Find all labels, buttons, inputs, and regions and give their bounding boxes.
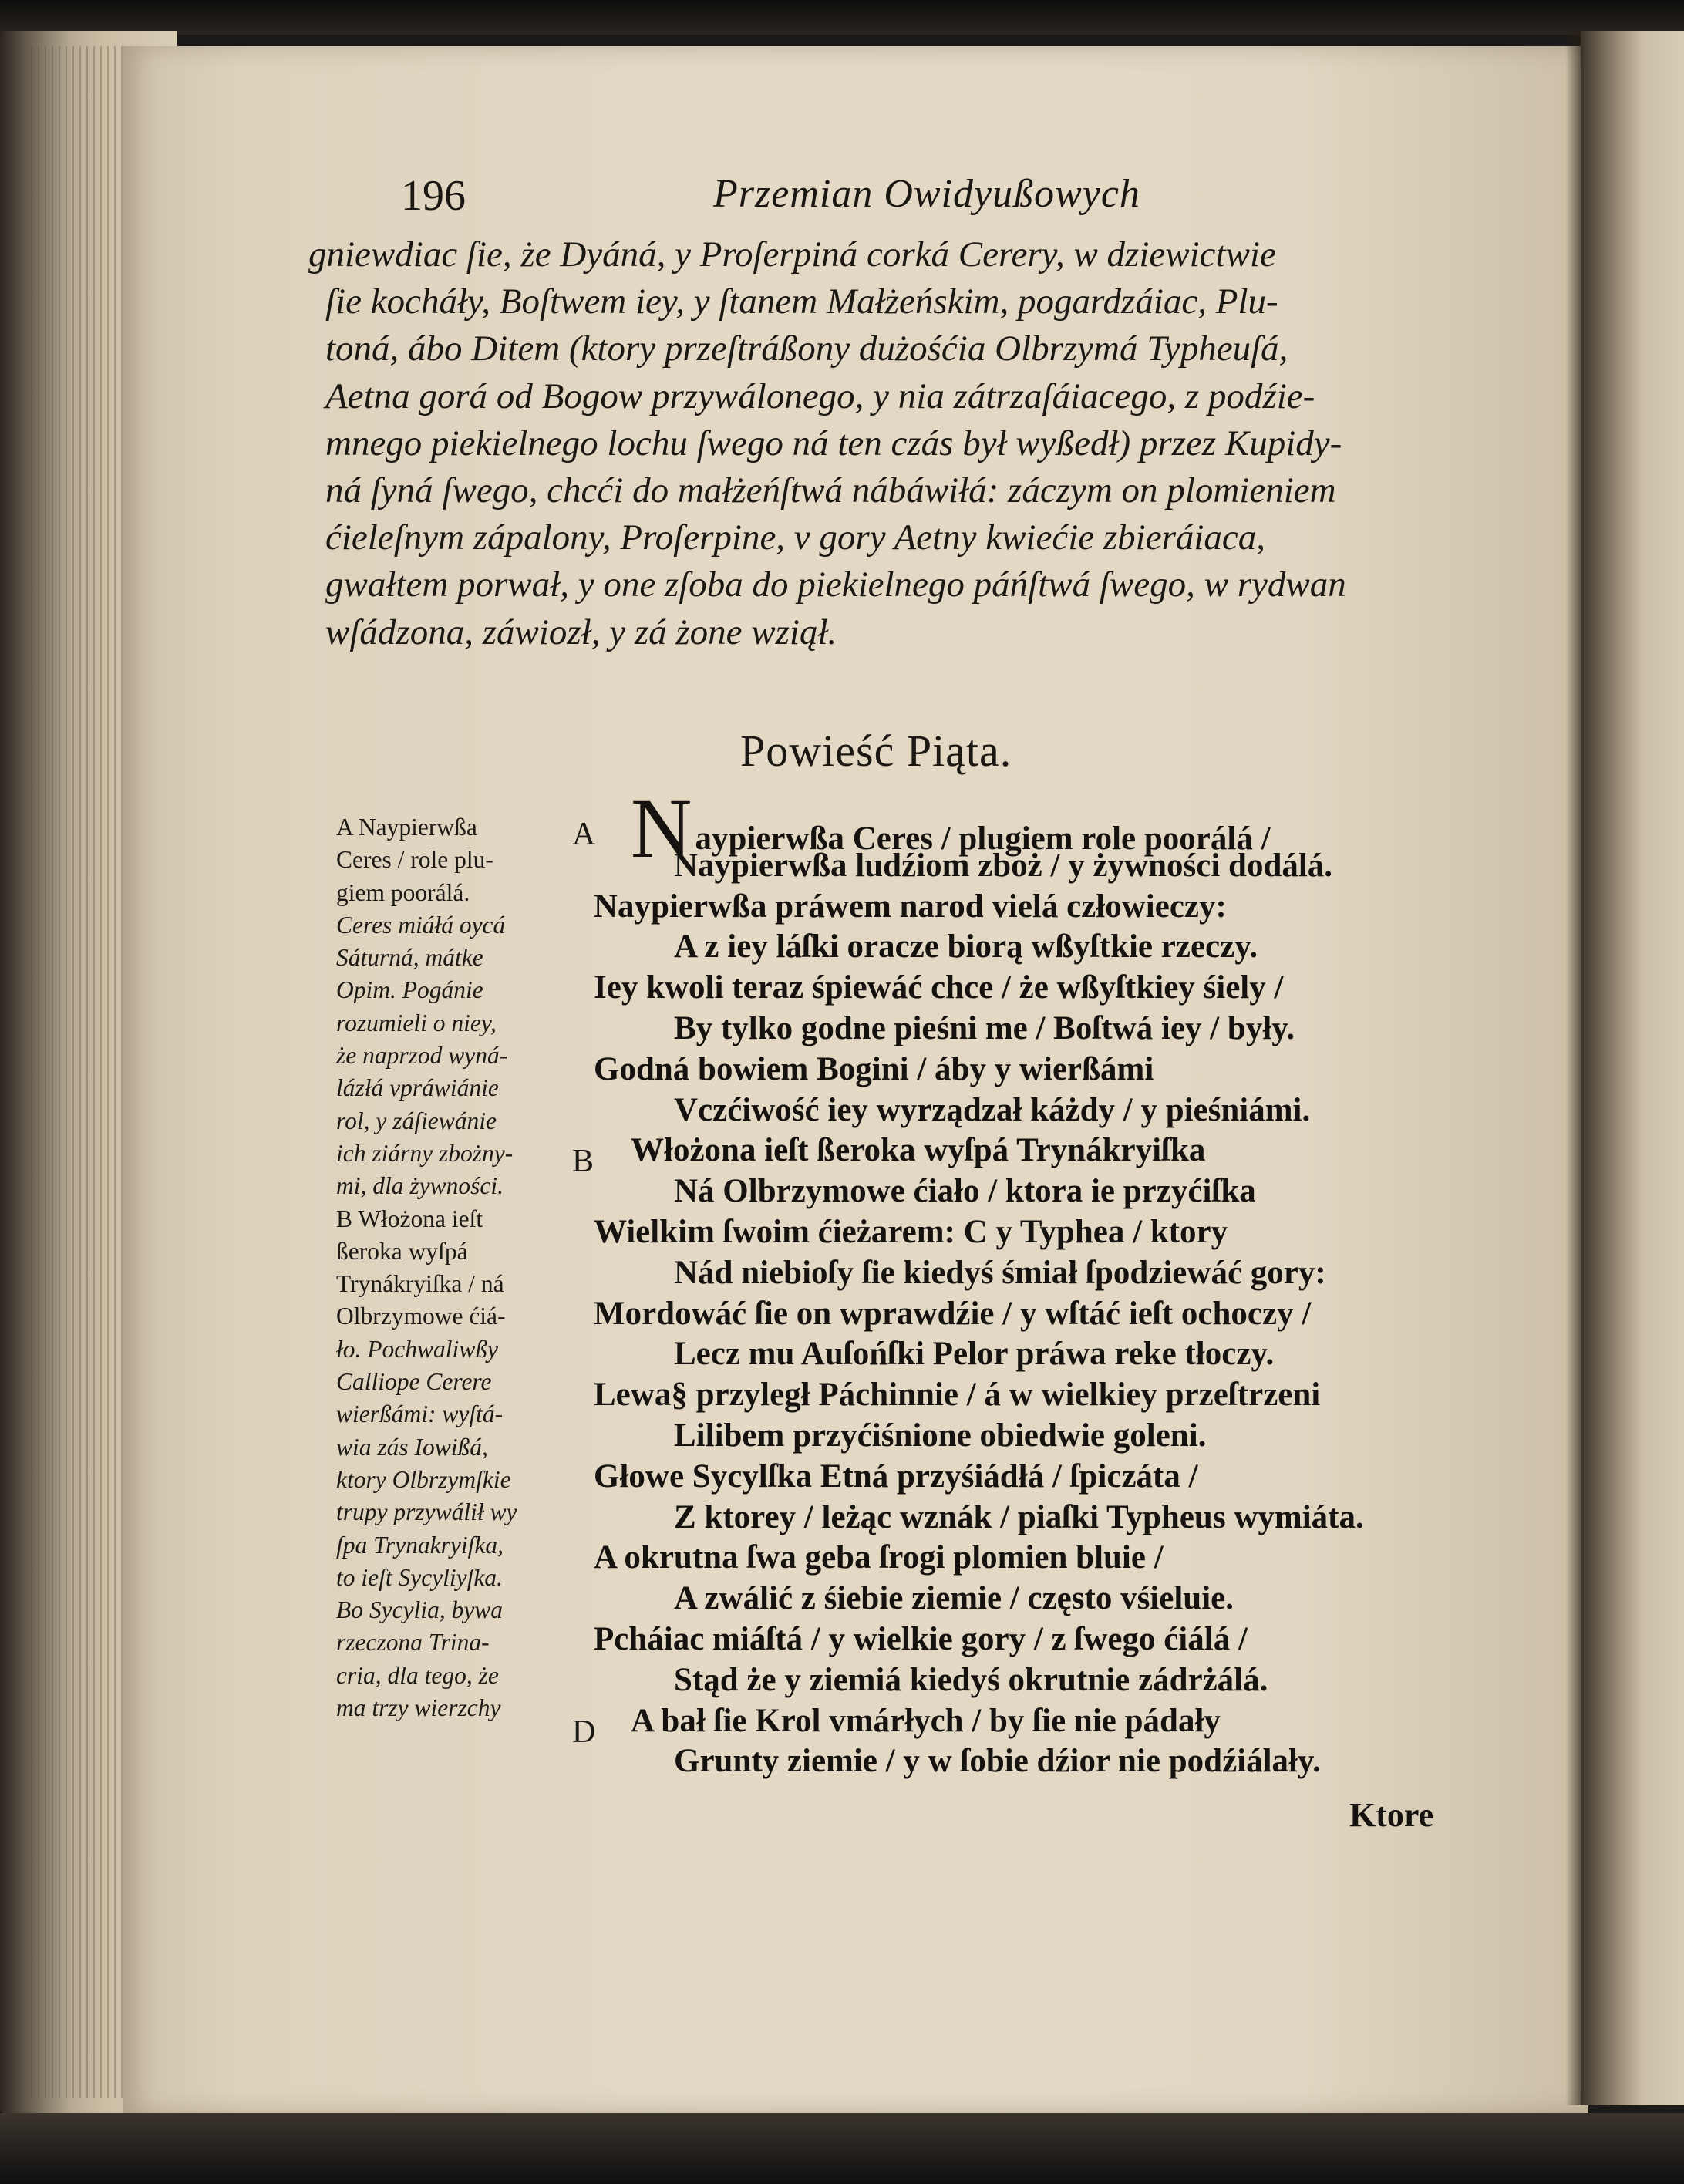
verse-line: Nád niebioſy ſie kiedyś śmiał ſpodziewáć gory:: [674, 1254, 1326, 1291]
margin-note-line: Sáturná, mátke: [336, 944, 483, 972]
prose-line: ſie kocháły, Boſtwem iey, y ſtanem Małżeńskim, pogardzáiac, Plu-: [325, 281, 1278, 322]
margin-note-line: mi, dla żywności.: [336, 1172, 504, 1200]
verse-line: Grunty ziemie / y w ſobie dźior nie podźiálały.: [674, 1743, 1321, 1780]
verse-line: A z iey láſki oracze biorą wßyſtkie rzeczy.: [674, 929, 1258, 966]
verse-marker-a: A: [572, 817, 596, 852]
verse-line: Stąd że y ziemiá kiedyś okrutnie zádrżálá.: [674, 1661, 1268, 1698]
verse-line: Iey kwoli teraz śpiewáć chce / że wßyſtkiey śiely /: [594, 969, 1284, 1006]
margin-note-line: wia zás Iowißá,: [336, 1433, 488, 1461]
catchword: Ktore: [1349, 1796, 1434, 1834]
prose-line: gwałtem porwał, y one zſoba do piekielnego páńſtwá ſwego, w rydwan: [325, 565, 1346, 605]
running-title: Przemian Owidyußowych: [713, 172, 1140, 216]
verse-line: Naypierwßa Ceres / plugiem role poorálá /: [631, 781, 1271, 875]
page-number: 196: [401, 172, 466, 220]
margin-note-line: Calliope Cerere: [336, 1368, 492, 1396]
verse-line: Godná bowiem Bogini / áby y wierßámi: [594, 1050, 1154, 1087]
margin-note-line: ło. Pochwaliwßy: [336, 1335, 498, 1363]
prose-line: wſádzona, záwiozł, y zá żone wziął.: [325, 612, 837, 652]
margin-note-line: ma trzy wierzchy: [336, 1694, 501, 1722]
drop-cap: N: [631, 781, 692, 875]
verse-line: By tylko godne pieśni me / Boſtwá iey / były.: [674, 1009, 1295, 1046]
margin-note-line: ßeroka wyſpá: [336, 1237, 468, 1265]
margin-note-line: to ieſt Sycyliyſka.: [336, 1563, 504, 1591]
margin-note-line: Ceres miáłá oycá: [336, 911, 506, 939]
verse-line: Lilibem przyćiśnione obiedwie goleni.: [674, 1417, 1207, 1454]
running-head: [401, 171, 1326, 225]
margin-note-line: trupy przywálił wy: [336, 1498, 517, 1526]
margin-note-line: ktory Olbrzymſkie: [336, 1465, 511, 1493]
verse-block: [594, 781, 1519, 1782]
margin-note-line: B Włożona ieſt: [336, 1205, 483, 1232]
margin-note-line: Bo Sycylia, bywa: [336, 1596, 504, 1624]
verse-line: Mordowáć ſie on wprawdźie / y wſtáć ieſt ochoczy /: [594, 1295, 1312, 1332]
section-title: Powieść Piąta.: [740, 726, 1012, 776]
top-edge: [0, 0, 1684, 35]
verse-line: Głowe Sycylſka Etná przyśiádłá / ſpiczáta /: [594, 1458, 1198, 1495]
verse-line: Pcháiac miáſtá / y wielkie gory / z ſwego ćiálá /: [594, 1620, 1248, 1657]
margin-notes: [336, 811, 560, 1724]
verse-line: Z ktorey / leżąc wznák / piaſki Typheus wymiáta.: [674, 1498, 1364, 1535]
verse-line: A zwálić z śiebie ziemie / często vśieluie.: [674, 1580, 1234, 1617]
margin-note-line: Olbrzymowe ćiá-: [336, 1303, 506, 1330]
verse-line: Naypierwßa práwem narod vielá człowieczy:: [594, 888, 1227, 925]
prose-line: ná ſyná ſwego, chcći do małżeńſtwá nábáwiłá: záczym on plomieniem: [325, 470, 1336, 511]
verse-marker-d: D: [572, 1714, 596, 1750]
margin-note-line: Ceres / role plu-: [336, 846, 493, 874]
margin-note-line: rozumieli o niey,: [336, 1009, 497, 1036]
margin-note-line: rol, y záſiewánie: [336, 1107, 497, 1134]
margin-note-line: cria, dla tego, że: [336, 1661, 499, 1689]
verse-line: A bał ſie Krol vmárłych / by ſie nie pádały: [631, 1702, 1221, 1739]
facing-page-edge: [1581, 31, 1684, 2105]
margin-note-line: rzeczona Trina-: [336, 1629, 490, 1657]
margin-note-line: że naprzod wyná-: [336, 1042, 508, 1070]
bottom-edge: [0, 2113, 1684, 2184]
margin-note-line: giem poorálá.: [336, 878, 470, 906]
prose-line: gniewdiac ſie, że Dyáná, y Proſerpiná corká Cerery, w dziewictwie: [308, 234, 1276, 275]
verse-line: Lewa§ przyległ Páchinnie / á w wielkiey przeſtrzeni: [594, 1377, 1321, 1414]
margin-note-line: ich ziárny zbożny-: [336, 1139, 514, 1167]
margin-note-line: Opim. Pogánie: [336, 976, 483, 1004]
margin-note-line: wierßámi: wyſtá-: [336, 1400, 504, 1428]
verse-line: Naypierwßa ludźiom zboż / y żywności dodálá.: [674, 847, 1333, 884]
margin-note-line: ſpa Trynakryiſka,: [336, 1531, 504, 1559]
verse-line: Wielkim ſwoim ćieżarem: C y Typhea / ktory: [594, 1213, 1228, 1250]
prose-line: toná, ábo Ditem (ktory przeſtráßony dużośćia Olbrzymá Typheuſá,: [325, 329, 1288, 369]
prose-line: ćieleſnym zápalony, Proſerpine, v gory Aetny kwiećie zbieráiaca,: [325, 517, 1266, 558]
margin-note-line: A Naypierwßa: [336, 814, 477, 841]
verse-line: Ná Olbrzymowe ćiało / ktora ie przyćiſka: [674, 1173, 1256, 1210]
prose-line: mnego piekielnego lochu ſwego ná ten czás był wyßedł) przez Kupidy-: [325, 423, 1342, 463]
verse-line: Vczćiwość iey wyrządzał káżdy / y pieśniámi.: [674, 1091, 1311, 1128]
margin-note-line: lázłá vpráwiánie: [336, 1074, 499, 1102]
verse-line: A okrutna ſwa geba ſrogi plomien bluie /: [594, 1539, 1164, 1576]
verse-marker-b: B: [572, 1144, 594, 1179]
prose-line: Aetna gorá od Bogow przywálonego, y nia zátrzaſáiacego, z podźie-: [325, 376, 1315, 416]
verse-line: Włożona ieſt ßeroka wyſpá Trynákryiſka: [631, 1132, 1206, 1169]
verse-line: Lecz mu Auſońſki Pelor práwa reke tłoczy.: [674, 1336, 1275, 1373]
prose-paragraph: [308, 231, 1496, 656]
margin-note-line: Trynákryiſka / ná: [336, 1270, 504, 1298]
